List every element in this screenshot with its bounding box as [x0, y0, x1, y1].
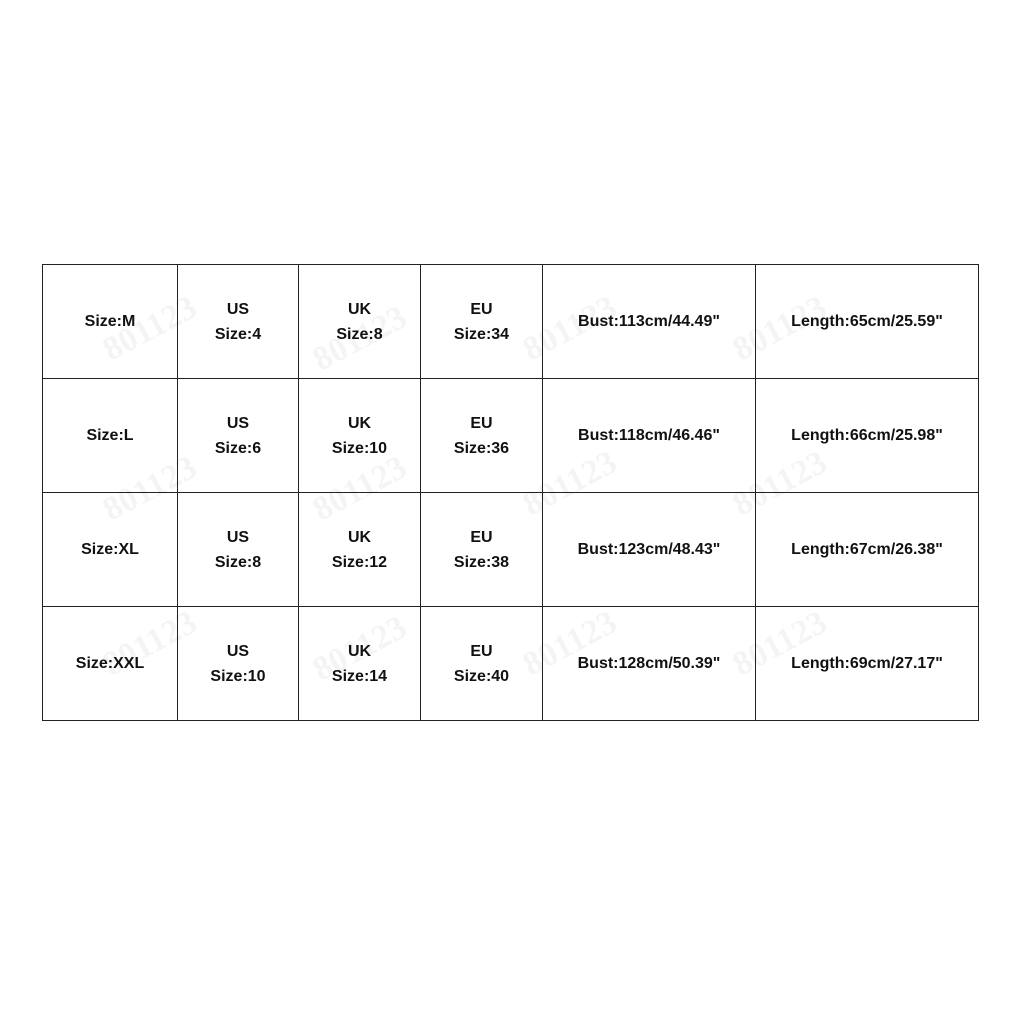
us-size-value: Size:4: [214, 325, 262, 343]
bust-cell: Bust:128cm/50.39": [543, 607, 756, 721]
us-label: US: [226, 414, 250, 432]
eu-size-value: Size:38: [453, 553, 510, 571]
eu-size-cell: [421, 493, 543, 607]
uk-label: UK: [347, 300, 372, 318]
eu-size-value: Size:36: [453, 439, 510, 457]
eu-size-value: Size:40: [453, 667, 510, 685]
eu-label: EU: [470, 642, 493, 660]
us-size-cell: [178, 379, 299, 493]
uk-size-cell: [299, 379, 421, 493]
uk-size-value: Size:14: [331, 667, 388, 685]
us-label: US: [226, 528, 250, 546]
eu-label: EU: [470, 300, 493, 318]
eu-size-cell: [421, 379, 543, 493]
us-size-cell: [178, 265, 299, 379]
us-size-cell: [178, 607, 299, 721]
eu-label: EU: [470, 414, 493, 432]
eu-size-cell: [421, 607, 543, 721]
us-size-value: Size:8: [214, 553, 262, 571]
uk-size-cell: [299, 265, 421, 379]
uk-label: UK: [347, 642, 372, 660]
eu-size-value: Size:34: [453, 325, 510, 343]
eu-size-cell: [421, 265, 543, 379]
size-cell: Size:XXL: [43, 607, 178, 721]
us-size-value: Size:6: [214, 439, 262, 457]
uk-size-cell: [299, 607, 421, 721]
bust-cell: Bust:123cm/48.43": [543, 493, 756, 607]
length-cell: Length:67cm/26.38": [756, 493, 979, 607]
us-label: US: [226, 642, 250, 660]
length-cell: Length:65cm/25.59": [756, 265, 979, 379]
bust-cell: Bust:118cm/46.46": [543, 379, 756, 493]
size-cell: Size:L: [43, 379, 178, 493]
table-row: [43, 607, 979, 721]
us-size-cell: [178, 493, 299, 607]
size-cell: Size:M: [43, 265, 178, 379]
size-chart-table: [42, 264, 979, 721]
length-cell: Length:69cm/27.17": [756, 607, 979, 721]
uk-size-value: Size:12: [331, 553, 388, 571]
uk-size-value: Size:8: [336, 325, 383, 343]
uk-size-value: Size:10: [331, 439, 388, 457]
table-row: [43, 379, 979, 493]
us-size-value: Size:10: [210, 667, 266, 685]
length-cell: Length:66cm/25.98": [756, 379, 979, 493]
table-row: [43, 493, 979, 607]
us-label: US: [226, 300, 250, 318]
uk-label: UK: [347, 528, 372, 546]
eu-label: EU: [470, 528, 493, 546]
size-cell: Size:XL: [43, 493, 178, 607]
table-row: [43, 265, 979, 379]
uk-size-cell: [299, 493, 421, 607]
uk-label: UK: [347, 414, 372, 432]
bust-cell: Bust:113cm/44.49": [543, 265, 756, 379]
